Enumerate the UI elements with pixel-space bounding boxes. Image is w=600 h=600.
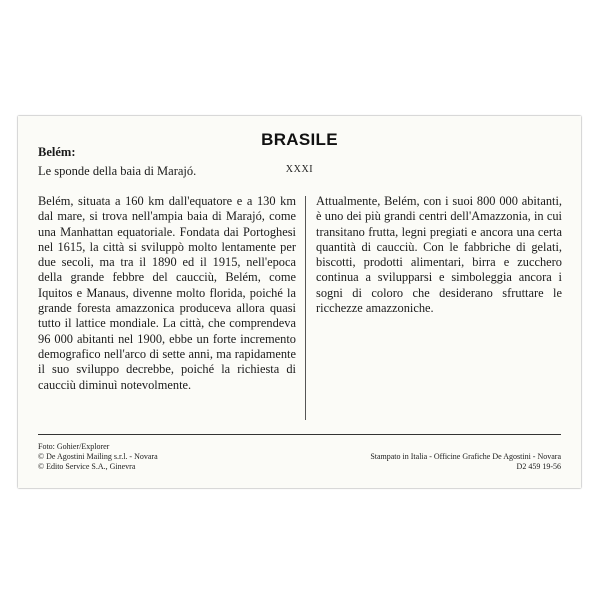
left-column-text: Belém, situata a 160 km dall'equatore e a 130 km dal mare, si trova nell'ampia baia di Marajó, come una Manhattan equatoriale. Fondata dai Portoghesi nel 1615, la città si sviluppò molto lentamente per due secoli, ma tra il 1890 ed il 1915, nell'epoca della grande febbre del caucciù, Belém, come Iquitos e Manaus, divenne molto florida, poiché la grande foresta amazzonica produceva allora quasi tutto il lattice mondiale. La città, che comprendeva 96 000 abitanti nel 1900, ebbe un forte incremento demografico nell'arco di sette anni, ma rapidamente il suo sviluppo decrebbe, poiché la richiesta di caucciù diminuì notevolmente. xyxy=(38,194,296,392)
photo-credit: Foto: Gohier/Explorer xyxy=(38,442,110,451)
postcard xyxy=(18,116,581,488)
footer-rule xyxy=(38,434,561,435)
right-column-text: Attualmente, Belém, con i suoi 800 000 abitanti, è uno dei più grandi centri dell'Amazzonia, in cui transitano frutta, legni pregiati e ancora una certa quantità di caucciù. Con le fabbriche di gelati, biscotti, prodotti alimentari, birra e zucchero continua a svilupparsi e simboleggia ancora i sogni di coloro che desiderano sfruttare le ricchezze amazzoniche. xyxy=(316,194,562,316)
subject-heading: Belém: xyxy=(38,145,76,159)
card-title: BRASILE xyxy=(261,130,338,149)
column-divider xyxy=(305,196,306,420)
roman-numeral: XXXI xyxy=(285,164,314,175)
copyright-edito: © Edito Service S.A., Ginevra xyxy=(38,462,136,471)
product-code: D2 459 19-56 xyxy=(516,462,561,471)
credits-right xyxy=(370,452,561,472)
credits-left xyxy=(38,442,158,472)
printer-credit: Stampato in Italia - Officine Grafiche De Agostini - Novara xyxy=(370,452,561,461)
subtitle: Le sponde della baia di Marajó. xyxy=(38,164,197,178)
copyright-mailing: © De Agostini Mailing s.r.l. - Novara xyxy=(38,452,158,461)
